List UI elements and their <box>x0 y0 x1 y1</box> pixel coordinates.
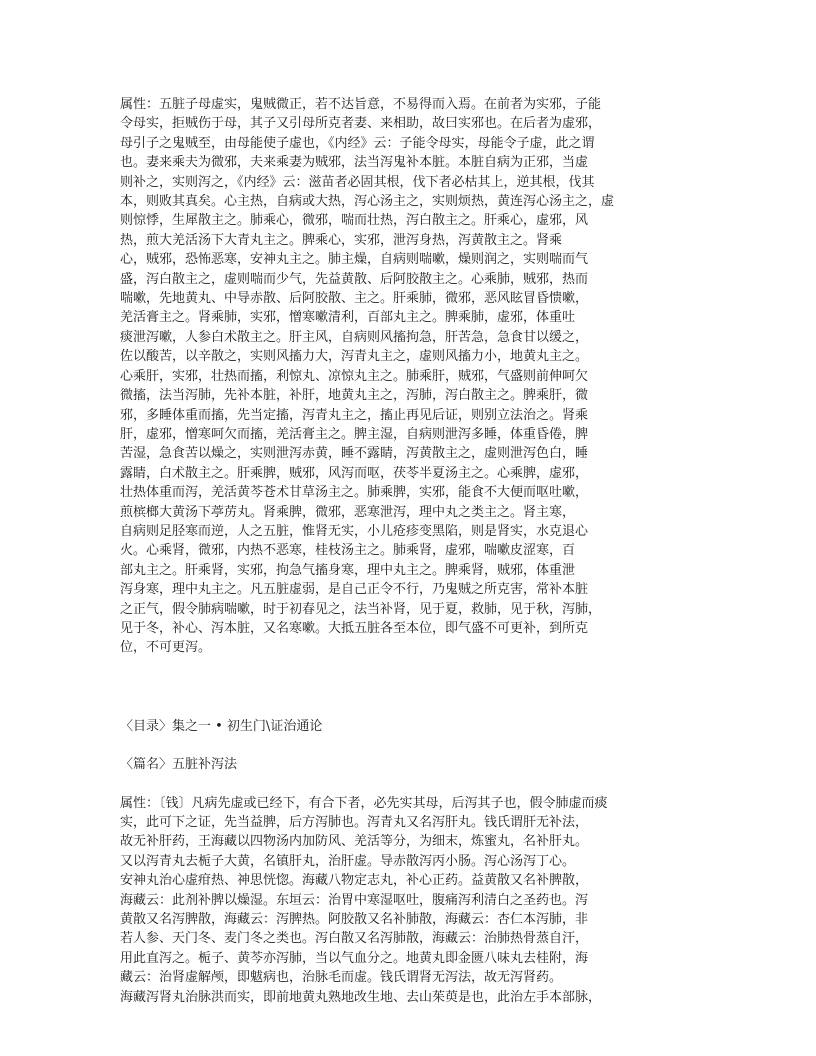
text-line: 之正气，假令肺病喘嗽，时于初春见之，法当补肾，见于夏，救肺，见于秋，泻肺， <box>120 601 602 617</box>
text-line: 海藏泻肾丸治脉洪而实，即前地黄丸熟地改生地、去山茱萸是也，此治左手本部脉， <box>120 989 602 1005</box>
text-line: 盛，泻白散主之，虚则喘而少气，先益黄散、后阿胶散主之。心乘肺，贼邪，热而 <box>120 271 589 287</box>
text-line: 安神丸治心虚疳热、神思恍惚。海藏八物定志丸，补心正药。益黄散又名补脾散， <box>120 873 589 889</box>
text-line: 心乘肝，实邪，壮热而搐，利惊丸、凉惊丸主之。肺乘肝，贼邪，气盛则前伸呵欠 <box>120 368 589 384</box>
text-line: 心，贼邪，恐怖恶寒，安神丸主之。肺主燥，自病则喘嗽，燥则润之，实则喘而气 <box>120 252 589 268</box>
text-line: 实，此可下之证，先当益脾，后方泻肺也。泻青丸又名泻肝丸。钱氏谓肝无补法， <box>120 815 589 830</box>
text-line: 苦湿，急食苦以燥之，实则泄泻赤黄，睡不露睛，泻黄散主之，虚则泄泻色白，睡 <box>120 446 589 462</box>
text-line: 属性：〔钱〕凡病先虚或已经下，有合下者，必先实其母，后泻其子也，假令肺虚而痰 <box>120 795 608 811</box>
heading-chapter-title: 〈篇名〉五脏补泻法 <box>120 757 238 773</box>
text-line: 令母实，拒贼伤于母，其子又引母所克者妻、来相助，故曰实邪也。在后者为虚邪， <box>120 116 602 132</box>
section-spacer <box>120 658 660 717</box>
text-line: 自病则足胫寒而逆，人之五脏，惟肾无实，小儿疮疹变黑陷，则是肾实，水克退心 <box>120 523 589 539</box>
text-line: 见于冬，补心、泻本脏，又名寒嗽。大抵五脏各至本位，即气盛不可更补，到所克 <box>120 620 589 636</box>
paragraph-buxie-fa <box>120 794 660 1007</box>
text-line: 羌活膏主之。肾乘肺，实邪，憎寒嗽清利，百部丸主之。脾乘肺，虚邪，体重吐 <box>120 310 576 326</box>
text-line: 肝，虚邪，憎寒呵欠而搐，羌活膏主之。脾主湿，自病则泄泻多睡，体重昏倦，脾 <box>120 426 589 442</box>
text-line: 火。心乘肾，微邪，内热不恶寒，桂枝汤主之。肺乘肾，虚邪，喘嗽皮涩寒，百 <box>120 543 576 559</box>
text-line: 故无补肝药，王海藏以四物汤内加防风、羌活等分，为细末，炼蜜丸，名补肝丸。 <box>120 834 589 850</box>
text-line: 壮热体重而泻，羌活黄芩苍术甘草汤主之。肺乘脾，实邪，能食不大便而呕吐嗽， <box>120 485 589 501</box>
text-line: 母引子之鬼贼至，由母能使子虚也，《内经》云：子能令母实，母能令子虚，此之谓 <box>120 135 595 151</box>
text-line: 本，则败其真矣。心主热，自病或大热，泻心汤主之，实则烦热，黄连泻心汤主之，虚 <box>120 194 615 210</box>
text-line: 海藏云：此剂补脾以燥湿。东垣云：治胃中寒湿呕吐，腹痛泻利清白之圣药也。泻 <box>120 892 589 908</box>
text-line: 属性：五脏子母虚实，鬼贼微正，若不达旨意，不易得而入焉。在前者为实邪，子能 <box>120 97 602 112</box>
text-line: 则补之，实则泻之，《内经》云：滋苗者必固其根，伐下者必枯其上，逆其根，伐其 <box>120 174 595 190</box>
text-line: 热，煎大羌活汤下大青丸主之。脾乘心，实邪，泄泻身热，泻黄散主之。肾乘 <box>120 232 563 248</box>
text-line: 又以泻青丸去栀子大黄，名镇肝丸，治肝虚。导赤散泻丙小肠。泻心汤泻丁心。 <box>120 853 576 869</box>
text-line: 部丸主之。肝乘肾，实邪，拘急气搐身寒，理中丸主之。脾乘肾，贼邪，体重泄 <box>120 562 576 578</box>
heading-catalog: 〈目录〉集之一 • 初生门\证治通论 <box>120 718 323 734</box>
text-line: 则惊悸，生犀散主之。肺乘心，微邪，喘而壮热，泻白散主之。肝乘心，虚邪，风 <box>120 213 589 229</box>
text-line: 煎槟榔大黄汤下葶苈丸。肾乘脾，微邪，恶寒泄泻，理中丸之类主之。肾主寒， <box>120 504 576 520</box>
text-line: 微搐，法当泻肺，先补本脏，补肝，地黄丸主之，泻肺，泻白散主之。脾乘肝，微 <box>120 388 589 404</box>
text-line: 用此直泻之。栀子、黄芩亦泻肺，当以气血分之。地黄丸即金匮八味丸去桂附，海 <box>120 950 589 966</box>
document-page <box>120 95 660 1007</box>
text-line: 也。妻来乘夫为微邪，夫来乘妻为贼邪，法当泻鬼补本脏。本脏自病为正邪，当虚 <box>120 155 589 171</box>
text-line: 露睛，白术散主之。肝乘脾，贼邪，风泻而呕，茯苓半夏汤主之。心乘脾，虚邪， <box>120 465 589 481</box>
text-line: 位，不可更泻。 <box>120 640 212 656</box>
text-line: 若人参、天门冬、麦门冬之类也。泻白散又名泻肺散，海藏云：治肺热骨蒸自汗， <box>120 931 589 947</box>
paragraph-wuzang-zimu <box>120 95 660 658</box>
text-line: 黄散又名泻脾散，海藏云：泻脾热。阿胶散又名补肺散，海藏云：杏仁本泻肺，非 <box>120 912 589 928</box>
text-line: 泻身寒，理中丸主之。凡五脏虚弱，是自己正令不行，乃鬼贼之所克害，常补本脏 <box>120 582 589 598</box>
text-line: 邪，多睡体重而搐，先当定搐，泻青丸主之，搐止再见后证，则别立法治之。肾乘 <box>120 407 589 423</box>
text-line: 喘嗽，先地黄丸、中导赤散、后阿胶散、主之。肝乘肺，微邪，恶风眩冒昏愦嗽， <box>120 291 589 307</box>
text-line: 佐以酸苦，以辛散之，实则风搐力大，泻青丸主之，虚则风搐力小，地黄丸主之。 <box>120 349 589 365</box>
text-line: 藏云：治肾虚解颅，即魃病也，治脉毛而虚。钱氏谓肾无泻法，故无泻肾药。 <box>120 970 563 986</box>
text-line: 痰泄泻嗽，人参白术散主之。肝主风，自病则风搐拘急，肝苦急，急食甘以缓之， <box>120 329 589 345</box>
